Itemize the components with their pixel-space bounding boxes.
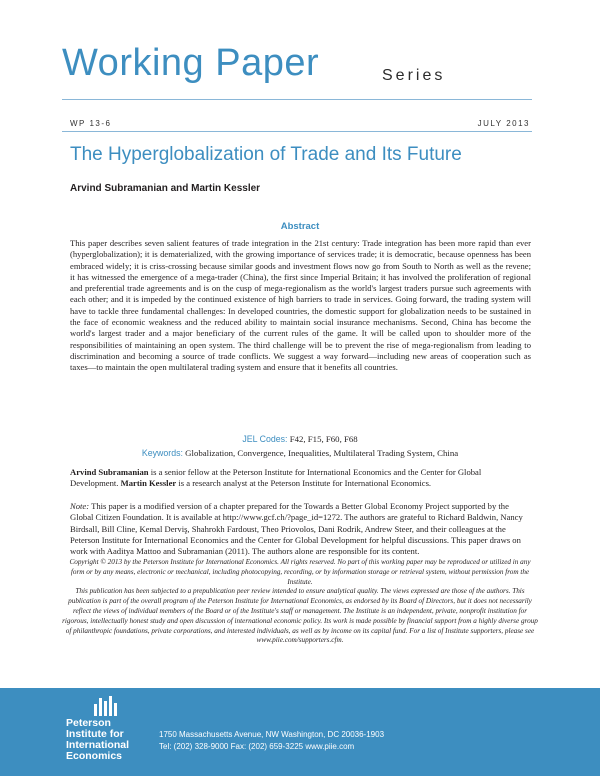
logo-line-1: Peterson <box>66 717 111 729</box>
building-icon <box>86 696 126 718</box>
keywords-label: Keywords: <box>141 448 183 458</box>
contact-line: Tel: (202) 328-9000 Fax: (202) 659-3225 www.piie.com <box>159 742 355 751</box>
bio-text-2: is a research analyst at the Peterson Institute for International Economics. <box>176 478 432 489</box>
paper-authors: Arvind Subramanian and Martin Kessler <box>70 183 261 194</box>
author-bio <box>70 467 531 490</box>
working-paper-number: WP 13-6 <box>70 119 112 128</box>
abstract-heading: Abstract <box>280 221 320 232</box>
bio-name-2: Martin Kessler <box>120 478 177 489</box>
paper-title: The Hyperglobalization of Trade and Its Future <box>70 144 462 165</box>
copyright-line-2: This publication has been subjected to a prepublication peer review intended to ensure analytical quality. The views expressed are those of the authors. This publication is part of the overall program of the Peterson Institute for International Economics, as endorsed by its Board of Directors, but it does not necessarily reflect the views of individual members of the Board or of the Institute's staff or management. The Institute is an independent, private, nonprofit institution for rigorous, intellectually honest study and open discussion of international economic policy. Its work is made possible by financial support from a highly diverse group of philanthropic foundations, private corporations, and interested individuals, as well as by income on its capital fund. For a list of Institute supporters, please see www.piie.com/supporters.cfm. <box>62 587 538 645</box>
jel-label: JEL Codes: <box>242 434 288 444</box>
series-title: Working Paper <box>62 42 320 84</box>
copyright-notice <box>62 558 538 646</box>
publication-date: JULY 2013 <box>477 119 530 128</box>
series-label: Series <box>382 67 446 84</box>
keywords <box>0 448 600 458</box>
copyright-line-1: Copyright © 2013 by the Peterson Institute for International Economics. All rights reserved. No part of this working paper may be reproduced or utilized in any form or by any means, electronic or mechanical, including photocopying, recording, or by information storage or retrieval system, without permission from the Institute. <box>69 558 531 586</box>
author-note <box>70 501 531 557</box>
footer-band <box>0 688 600 776</box>
logo-line-4: Economics <box>66 750 123 762</box>
logo-wordmark <box>66 718 148 762</box>
jel-value: F42, F15, F60, F68 <box>289 434 358 444</box>
address-line: 1750 Massachusetts Avenue, NW Washington, DC 20036-1903 <box>159 730 385 739</box>
logo-line-3: International <box>66 739 130 751</box>
logo-line-2: Institute for <box>66 728 124 740</box>
bio-name-1: Arvind Subramanian <box>70 467 149 477</box>
bio-text-1: is a senior fellow at the Peterson Institute for International Economics and the Center for Global Development. <box>70 467 482 489</box>
note-text: This paper is a modified version of a chapter prepared for the Towards a Better Global Economy Project supported by the Global Citizen Foundation. It is available at http://www.gcf.ch/?page_id=1272. The authors are grateful to Richard Baldwin, Nancy Birdsall, Bill Cline, Kemal Derviş, Shahrokh Fardoust, Theo Priovolos, Dani Rodrik, Andrew Steer, and their colleagues at the Peterson Institute for International Economics and the Center for Global Development for helpful discussions. This paper draws on work with Aaditya Mattoo and Subramanian (2011). The authors alone are responsible for its content. <box>70 501 523 557</box>
abstract-text: This paper describes seven salient features of trade integration in the 21st century: Trade integration has been more rapid than ever (hyperglobalization); it is dematerialized, with the growing importance of services trade; it is democratic, because openness has been embraced widely; it is criss-crossing because similar goods and investment flows now go from South to North as well as the revene; it has witnessed the emergence of a mega-trader (China), the first since Imperial Britain; it has involved the proliferation of regional and preferential trade agreements and is on the cusp of mega-regionalism as the world's largest traders pursue such agreements with each other; and it is impeded by the continued existence of high barriers to trade in services. Going forward, the trading system will have to tackle three fundamental challenges: In developed countries, the domestic support for globalization needs to be sustained in the face of economic weakness and the reduced ability to maintain social insurance mechanisms. Second, China has become the world's largest trader and a major beneficiary of the current rules of the game. It will be called upon to shoulder more of the responsibilities of maintaining an open system. The third challenge will be to prevent the rise of mega-regionalism from leading to discrimination and becoming a source of trade conflicts. We suggest a way forward—including new areas of cooperation such as taxes—to maintain the open multilateral trading system and ensure that it benefits all countries. <box>70 238 531 373</box>
keywords-value: Globalization, Convergence, Inequalities, Multilateral Trading System, China <box>185 448 459 458</box>
note-label: Note: <box>70 501 90 511</box>
top-rule <box>62 99 532 100</box>
jel-codes <box>0 434 600 444</box>
meta-rule <box>62 131 532 132</box>
institute-address <box>159 729 384 753</box>
